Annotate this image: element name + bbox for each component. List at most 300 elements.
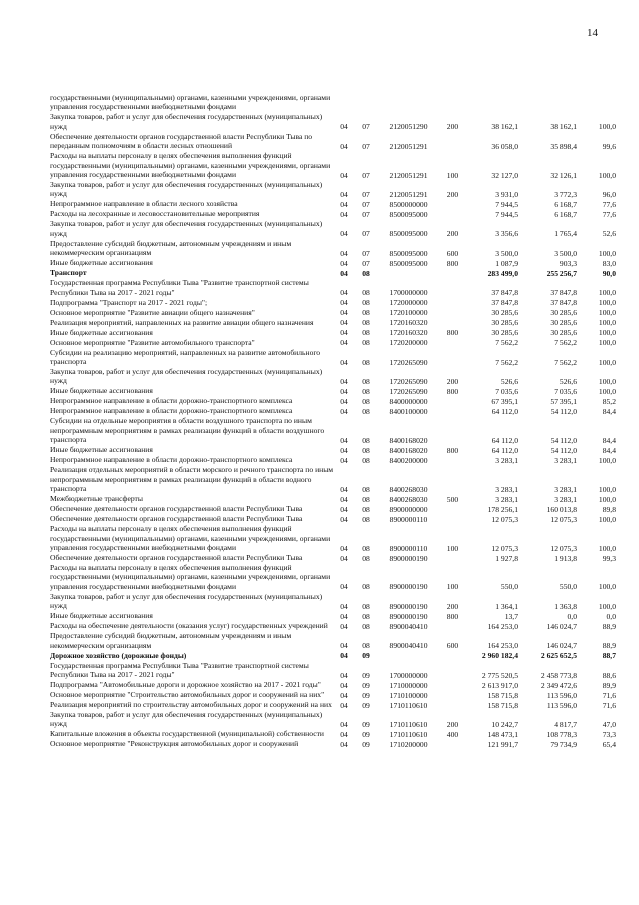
row-section-code: 04 xyxy=(340,357,348,367)
row-actual-amount: 37 847,8 xyxy=(550,298,577,308)
row-subsection-code: 09 xyxy=(362,719,370,729)
row-planned-amount: 550,0 xyxy=(500,582,518,592)
row-subsection-code: 09 xyxy=(362,651,370,661)
table-row xyxy=(50,563,616,592)
row-execution-percent: 0,0 xyxy=(606,611,616,621)
row-expense-type-code xyxy=(439,690,466,700)
row-target-article-code: 8400200000 xyxy=(389,455,428,465)
row-section-code: 04 xyxy=(340,170,348,180)
row-execution-percent: 77,6 xyxy=(602,210,616,220)
row-expense-type-code xyxy=(439,338,466,348)
row-target-article-code xyxy=(378,651,439,661)
row-name: Закупка товаров, работ и услуг для обеспечения государственных (муниципальных) нужд xyxy=(50,180,323,199)
row-name: Подпрограмма "Автомобильные дороги и дорожное хозяйство на 2017 - 2021 годы" xyxy=(50,679,321,689)
row-name: Непрограммное направление в области дорожно-транспортного комплекса xyxy=(50,396,293,406)
row-section-code: 04 xyxy=(340,258,348,268)
row-execution-percent: 100,0 xyxy=(598,377,616,387)
row-expense-type-code xyxy=(439,661,466,680)
row-name: Субсидии на отдельные мероприятия в области воздушного транспорта по иным непрограммным мероприятиям в рамках реализации функций в области воздушного транспорта xyxy=(50,416,325,445)
row-execution-percent: 100,0 xyxy=(598,543,616,553)
row-expense-type-code xyxy=(439,680,466,690)
row-planned-amount: 37 847,8 xyxy=(491,288,518,298)
row-actual-amount: 57 395,1 xyxy=(550,397,577,407)
row-subsection-code: 09 xyxy=(362,739,370,749)
row-expense-type-code xyxy=(439,298,466,308)
row-actual-amount: 79 734,9 xyxy=(550,739,577,749)
row-expense-type-code xyxy=(439,465,466,494)
row-name: Государственная программа Республики Тыва "Развитие транспортной системы Республики Тыва на 2017 - 2021 годы" xyxy=(50,278,309,297)
row-name: Транспорт xyxy=(50,268,87,278)
row-section-code: 04 xyxy=(340,200,348,210)
row-target-article-code: 1710100000 xyxy=(389,690,428,700)
row-planned-amount: 3 283,1 xyxy=(495,484,518,494)
row-name: Реализация отдельных мероприятий в области морского и речного транспорта по иным непрограммным мероприятиям в рамках реализации функций в области водного транспорта xyxy=(50,465,334,494)
row-section-code: 04 xyxy=(340,318,348,328)
row-planned-amount: 158 715,8 xyxy=(487,700,518,710)
table-row xyxy=(50,455,616,465)
row-target-article-code: 8400000000 xyxy=(389,397,428,407)
row-target-article-code: 1710000000 xyxy=(389,680,428,690)
row-target-article-code: 8900000110 xyxy=(389,514,428,524)
row-execution-percent: 100,0 xyxy=(598,328,616,338)
table-row xyxy=(50,318,616,328)
row-section-code: 04 xyxy=(340,739,348,749)
row-execution-percent: 84,4 xyxy=(602,435,616,445)
row-expense-type-code xyxy=(439,308,466,318)
row-subsection-code: 08 xyxy=(362,407,370,417)
row-target-article-code xyxy=(378,93,439,112)
row-target-article-code: 8400268030 xyxy=(389,494,428,504)
row-planned-amount: 3 931,0 xyxy=(495,190,518,200)
row-target-article-code: 1710110610 xyxy=(389,700,428,710)
row-subsection-code: 09 xyxy=(362,680,370,690)
row-subsection-code: 08 xyxy=(362,455,370,465)
table-row xyxy=(50,219,616,238)
row-execution-percent: 100,0 xyxy=(598,387,616,397)
table-row xyxy=(50,553,616,563)
row-name: Закупка товаров, работ и услуг для обеспечения государственных (муниципальных) нужд xyxy=(50,591,323,611)
row-target-article-code: 8400268030 xyxy=(389,484,428,494)
row-execution-percent: 100,0 xyxy=(598,338,616,348)
row-name: Закупка товаров, работ и услуг для обеспечения государственных (муниципальных) нужд xyxy=(50,709,323,729)
row-expense-type-code: 600 xyxy=(446,248,459,258)
row-expense-type-code xyxy=(439,553,466,563)
row-target-article-code: 2120051291 xyxy=(389,141,428,151)
page-number: 14 xyxy=(587,27,598,39)
row-subsection-code: 07 xyxy=(362,170,370,180)
row-expense-type-code xyxy=(439,199,466,209)
row-subsection-code: 08 xyxy=(362,445,370,455)
table-row xyxy=(50,465,616,494)
row-expense-type-code xyxy=(439,406,466,416)
row-name: Обеспечение деятельности органов государственной власти Республики Тыва xyxy=(50,552,303,562)
row-planned-amount: 1 087,9 xyxy=(495,258,518,268)
table-row xyxy=(50,386,616,396)
row-target-article-code xyxy=(378,268,439,278)
row-expense-type-code: 600 xyxy=(446,641,459,651)
row-actual-amount: 30 285,6 xyxy=(550,328,577,338)
row-planned-amount: 7 562,2 xyxy=(495,357,518,367)
row-name: Иные бюджетные ассигнования xyxy=(50,327,153,337)
row-target-article-code: 8900000190 xyxy=(389,601,428,611)
row-section-code: 04 xyxy=(340,338,348,348)
row-planned-amount: 7 944,5 xyxy=(495,210,518,220)
row-name: Иные бюджетные ассигнования xyxy=(50,386,153,396)
row-name: Непрограммное направление в области дорожно-транспортного комплекса xyxy=(50,455,293,465)
row-execution-percent: 88,9 xyxy=(602,641,616,651)
row-target-article-code: 1720160320 xyxy=(389,318,428,328)
row-planned-amount: 164 253,0 xyxy=(487,641,518,651)
row-target-article-code: 8400100000 xyxy=(389,407,428,417)
row-name: Дорожное хозяйство (дорожные фонды) xyxy=(50,650,187,660)
row-target-article-code: 8900000190 xyxy=(389,553,428,563)
row-target-article-code: 8500095000 xyxy=(389,248,428,258)
row-target-article-code: 1700000000 xyxy=(389,670,428,680)
table-row xyxy=(50,367,616,386)
row-subsection-code: 07 xyxy=(362,122,370,132)
row-expense-type-code xyxy=(439,455,466,465)
row-subsection-code: 08 xyxy=(362,494,370,504)
row-target-article-code: 2120051290 xyxy=(389,122,428,132)
row-planned-amount: 12 075,3 xyxy=(491,514,518,524)
row-execution-percent: 52,6 xyxy=(602,229,616,239)
row-section-code: 04 xyxy=(340,397,348,407)
row-expense-type-code xyxy=(439,514,466,524)
row-name: Субсидии на реализацию мероприятий, направленных на развитие автомобильного транспорта xyxy=(50,347,321,367)
row-planned-amount: 2 960 182,4 xyxy=(481,651,518,661)
table-row xyxy=(50,406,616,416)
row-expense-type-code xyxy=(439,700,466,710)
row-subsection-code: 09 xyxy=(362,670,370,680)
row-actual-amount: 146 024,7 xyxy=(546,641,577,651)
row-actual-amount: 0,0 xyxy=(567,611,577,621)
row-subsection-code: 09 xyxy=(362,690,370,700)
row-actual-amount: 7 035,6 xyxy=(554,387,577,397)
table-row xyxy=(50,338,616,348)
table-row xyxy=(50,112,616,131)
row-execution-percent: 100,0 xyxy=(598,318,616,328)
row-actual-amount: 113 596,0 xyxy=(546,690,577,700)
row-section-code: 04 xyxy=(340,719,348,729)
row-subsection-code: 08 xyxy=(362,387,370,397)
row-execution-percent: 88,7 xyxy=(602,651,616,661)
row-subsection-code: 08 xyxy=(362,288,370,298)
row-actual-amount: 12 075,3 xyxy=(550,543,577,553)
row-section-code: 04 xyxy=(340,248,348,258)
row-expense-type-code xyxy=(439,132,466,151)
row-subsection-code: 08 xyxy=(362,308,370,318)
row-planned-amount: 37 847,8 xyxy=(491,298,518,308)
row-expense-type-code: 800 xyxy=(446,445,459,455)
row-expense-type-code xyxy=(439,504,466,514)
row-execution-percent: 100,0 xyxy=(598,484,616,494)
row-planned-amount: 1 927,8 xyxy=(495,553,518,563)
row-section-code: 04 xyxy=(340,268,348,278)
row-execution-percent: 88,9 xyxy=(602,621,616,631)
row-actual-amount: 3 283,1 xyxy=(554,484,577,494)
row-execution-percent: 88,6 xyxy=(602,670,616,680)
row-execution-percent: 100,0 xyxy=(598,308,616,318)
row-expense-type-code: 200 xyxy=(446,377,459,387)
row-section-code: 04 xyxy=(340,641,348,651)
table-row xyxy=(50,209,616,219)
row-expense-type-code xyxy=(439,739,466,749)
table-row xyxy=(50,93,616,112)
table-row xyxy=(50,199,616,209)
row-target-article-code: 8400168020 xyxy=(389,435,428,445)
row-expense-type-code xyxy=(439,268,466,278)
table-row xyxy=(50,348,616,367)
row-section-code: 04 xyxy=(340,690,348,700)
row-expense-type-code: 800 xyxy=(446,258,459,268)
row-planned-amount: 30 285,6 xyxy=(491,328,518,338)
row-name: Расходы на выплаты персоналу в целях обеспечения выполнения функций государственными (муниципальными) органами, казенными учреждениями, органами управления государственными внебюджетными фондами xyxy=(50,562,331,591)
table-row xyxy=(50,661,616,680)
row-execution-percent: 100,0 xyxy=(598,357,616,367)
table-row xyxy=(50,258,616,268)
row-execution-percent: 100,0 xyxy=(598,288,616,298)
row-actual-amount: 54 112,0 xyxy=(550,407,577,417)
row-subsection-code: 08 xyxy=(362,641,370,651)
budget-table xyxy=(50,93,616,749)
row-section-code: 04 xyxy=(340,729,348,739)
row-section-code: 04 xyxy=(340,407,348,417)
row-subsection-code: 08 xyxy=(362,435,370,445)
row-target-article-code: 8900000000 xyxy=(389,504,428,514)
row-name: Расходы на обеспечение деятельности (оказания услуг) государственных учреждений xyxy=(50,621,328,631)
row-name: Расходы на выплаты персоналу в целях обеспечения выполнения функций государственными (муниципальными) органами, казенными учреждениями, органами управления государственными внебюджетными фондами xyxy=(50,524,331,552)
row-execution-percent: 89,9 xyxy=(602,680,616,690)
row-expense-type-code: 100 xyxy=(446,582,459,592)
row-section-code: 04 xyxy=(340,504,348,514)
row-planned-amount: 32 127,0 xyxy=(491,170,518,180)
row-target-article-code: 8400168020 xyxy=(389,445,428,455)
table-row xyxy=(50,298,616,308)
row-planned-amount: 148 473,1 xyxy=(487,729,518,739)
row-expense-type-code: 200 xyxy=(446,122,459,132)
row-expense-type-code xyxy=(439,651,466,661)
row-expense-type-code: 100 xyxy=(446,543,459,553)
row-subsection-code: 08 xyxy=(362,357,370,367)
row-expense-type-code: 800 xyxy=(446,387,459,397)
row-actual-amount: 255 256,7 xyxy=(546,268,577,278)
row-section-code: 04 xyxy=(340,229,348,239)
row-execution-percent: 100,0 xyxy=(598,582,616,592)
row-subsection-code: 08 xyxy=(362,377,370,387)
row-actual-amount: 2 625 652,5 xyxy=(540,651,577,661)
row-planned-amount: 526,6 xyxy=(500,377,518,387)
row-actual-amount: 30 285,6 xyxy=(550,308,577,318)
row-subsection-code: 07 xyxy=(362,248,370,258)
row-name: Предоставление субсидий бюджетным, автономным учреждениям и иным некоммерческим организациям xyxy=(50,631,292,650)
table-row xyxy=(50,268,616,278)
row-actual-amount xyxy=(518,93,577,112)
row-planned-amount: 3 356,6 xyxy=(495,229,518,239)
row-actual-amount: 1 913,8 xyxy=(554,553,577,563)
table-row xyxy=(50,308,616,318)
row-expense-type-code xyxy=(439,318,466,328)
row-actual-amount: 12 075,3 xyxy=(550,514,577,524)
row-section-code: 04 xyxy=(340,601,348,611)
row-expense-type-code: 200 xyxy=(446,719,459,729)
row-subsection-code: 07 xyxy=(362,190,370,200)
row-actual-amount: 54 112,0 xyxy=(550,435,577,445)
row-section-code: 04 xyxy=(340,387,348,397)
row-name: Расходы на выплаты персоналу в целях обеспечения выполнения функций государственными (муниципальными) органами, казенными учреждениями, органами управления государственными внебюджетными фондами xyxy=(50,151,331,180)
row-execution-percent: 99,3 xyxy=(602,553,616,563)
row-subsection-code: 08 xyxy=(362,484,370,494)
row-target-article-code: 8500095000 xyxy=(389,210,428,220)
row-expense-type-code xyxy=(439,278,466,297)
row-target-article-code: 1710110610 xyxy=(389,729,428,739)
row-section-code: 04 xyxy=(340,700,348,710)
row-expense-type-code xyxy=(439,348,466,367)
row-execution-percent: 100,0 xyxy=(598,514,616,524)
row-target-article-code: 1720100000 xyxy=(389,308,428,318)
row-name: Обеспечение деятельности органов государственной власти Республики Тыва xyxy=(50,504,303,514)
row-section-code: 04 xyxy=(340,288,348,298)
row-target-article-code: 2120051291 xyxy=(389,170,428,180)
row-planned-amount: 64 112,0 xyxy=(491,445,518,455)
table-row xyxy=(50,494,616,504)
row-section-code: 04 xyxy=(340,298,348,308)
table-row xyxy=(50,729,616,739)
row-execution-percent: 96,0 xyxy=(602,190,616,200)
row-actual-amount: 4 817,7 xyxy=(554,719,577,729)
row-name: Закупка товаров, работ и услуг для обеспечения государственных (муниципальных) нужд xyxy=(50,367,323,386)
row-execution-percent: 73,3 xyxy=(602,729,616,739)
row-expense-type-code: 200 xyxy=(446,601,459,611)
row-planned-amount: 12 075,3 xyxy=(491,543,518,553)
row-planned-amount: 64 112,0 xyxy=(491,407,518,417)
row-actual-amount: 37 847,8 xyxy=(550,288,577,298)
row-execution-percent: 71,6 xyxy=(602,690,616,700)
row-subsection-code: 08 xyxy=(362,338,370,348)
row-section-code: 04 xyxy=(340,611,348,621)
row-planned-amount: 3 500,0 xyxy=(495,248,518,258)
row-planned-amount: 158 715,8 xyxy=(487,690,518,700)
row-target-article-code: 8900000190 xyxy=(389,611,428,621)
row-section-code: 04 xyxy=(340,455,348,465)
row-name: Реализация мероприятий по строительству автомобильных дорог и сооружений на них xyxy=(50,699,332,709)
table-row xyxy=(50,710,616,729)
row-actual-amount: 2 349 472,6 xyxy=(540,680,577,690)
row-subsection-code: 08 xyxy=(362,298,370,308)
table-row xyxy=(50,151,616,180)
row-planned-amount: 30 285,6 xyxy=(491,308,518,318)
row-target-article-code: 8500095000 xyxy=(389,258,428,268)
row-planned-amount: 164 253,0 xyxy=(487,621,518,631)
row-section-code: 04 xyxy=(340,377,348,387)
row-name: Государственная программа Республики Тыва "Развитие транспортной системы Республики Тыва на 2017 - 2021 годы" xyxy=(50,660,309,679)
row-expense-type-code: 500 xyxy=(446,494,459,504)
row-name: Реализация мероприятий, направленных на развитие авиации общего назначения xyxy=(50,317,314,327)
row-section-code: 04 xyxy=(340,582,348,592)
row-expense-type-code: 100 xyxy=(446,170,459,180)
row-actual-amount: 30 285,6 xyxy=(550,318,577,328)
row-expense-type-code xyxy=(439,621,466,631)
row-expense-type-code: 200 xyxy=(446,229,459,239)
table-row xyxy=(50,180,616,199)
row-target-article-code: 1720000000 xyxy=(389,298,428,308)
row-planned-amount: 2 613 917,0 xyxy=(481,680,518,690)
row-planned-amount: 283 499,0 xyxy=(487,268,518,278)
row-section-code: 04 xyxy=(340,621,348,631)
row-section-code: 04 xyxy=(340,190,348,200)
table-row xyxy=(50,445,616,455)
row-target-article-code: 8900040410 xyxy=(389,621,428,631)
row-planned-amount: 3 283,1 xyxy=(495,494,518,504)
row-execution-percent: 83,0 xyxy=(602,258,616,268)
row-subsection-code: 08 xyxy=(362,601,370,611)
row-name: Капитальные вложения в объекты государственной (муниципальной) собственности xyxy=(50,729,324,739)
row-actual-amount: 1 363,8 xyxy=(554,601,577,611)
table-row xyxy=(50,504,616,514)
row-subsection-code: 08 xyxy=(362,397,370,407)
row-section-code: 04 xyxy=(340,553,348,563)
row-section-code: 04 xyxy=(340,670,348,680)
row-execution-percent: 100,0 xyxy=(598,455,616,465)
table-row xyxy=(50,524,616,553)
row-name: Основное мероприятие "Развитие авиации общего назначения" xyxy=(50,307,255,317)
row-actual-amount: 113 596,0 xyxy=(546,700,577,710)
row-section-code: 04 xyxy=(340,445,348,455)
row-actual-amount: 526,6 xyxy=(559,377,577,387)
table-row xyxy=(50,739,616,749)
row-actual-amount: 3 500,0 xyxy=(554,248,577,258)
row-execution-percent: 85,2 xyxy=(602,397,616,407)
row-execution-percent: 65,4 xyxy=(602,739,616,749)
row-target-article-code: 1720265090 xyxy=(389,387,428,397)
row-section-code: 04 xyxy=(340,494,348,504)
row-expense-type-code xyxy=(439,209,466,219)
row-actual-amount: 6 168,7 xyxy=(554,200,577,210)
row-name: государственными (муниципальными) органами, казенными учреждениями, органами управления государственными внебюджетными фондами xyxy=(50,93,331,112)
row-subsection-code: 08 xyxy=(362,328,370,338)
row-execution-percent: 71,6 xyxy=(602,700,616,710)
row-subsection-code: 08 xyxy=(362,504,370,514)
row-planned-amount: 13,7 xyxy=(504,611,518,621)
row-subsection-code: 08 xyxy=(362,621,370,631)
row-execution-percent: 100,0 xyxy=(598,248,616,258)
row-actual-amount: 7 562,2 xyxy=(554,357,577,367)
row-subsection-code: 07 xyxy=(362,210,370,220)
row-execution-percent: 90,0 xyxy=(602,268,616,278)
row-name: Закупка товаров, работ и услуг для обеспечения государственных (муниципальных) нужд xyxy=(50,112,323,131)
row-planned-amount: 36 058,0 xyxy=(491,141,518,151)
row-target-article-code: 1720265090 xyxy=(389,377,428,387)
row-actual-amount: 3 772,3 xyxy=(554,190,577,200)
row-name: Подпрограмма "Транспорт на 2017 - 2021 годы"; xyxy=(50,297,208,307)
row-actual-amount: 7 562,2 xyxy=(554,338,577,348)
row-actual-amount: 3 283,1 xyxy=(554,494,577,504)
row-subsection-code: 07 xyxy=(362,141,370,151)
row-actual-amount: 54 112,0 xyxy=(550,445,577,455)
row-planned-amount: 121 991,7 xyxy=(487,739,518,749)
row-execution-percent: 89,8 xyxy=(602,504,616,514)
row-section-code: 04 xyxy=(340,680,348,690)
row-name: Основное мероприятие "Развитие автомобильного транспорта" xyxy=(50,337,255,347)
row-subsection-code: 08 xyxy=(362,582,370,592)
row-execution-percent: 100,0 xyxy=(598,494,616,504)
row-actual-amount: 2 458 773,8 xyxy=(540,670,577,680)
row-name: Иные бюджетные ассигнования xyxy=(50,258,153,268)
row-section-code: 04 xyxy=(340,328,348,338)
row-subsection-code: 08 xyxy=(362,611,370,621)
row-actual-amount: 903,3 xyxy=(559,258,577,268)
row-section-code: 04 xyxy=(340,210,348,220)
row-execution-percent: 100,0 xyxy=(598,170,616,180)
